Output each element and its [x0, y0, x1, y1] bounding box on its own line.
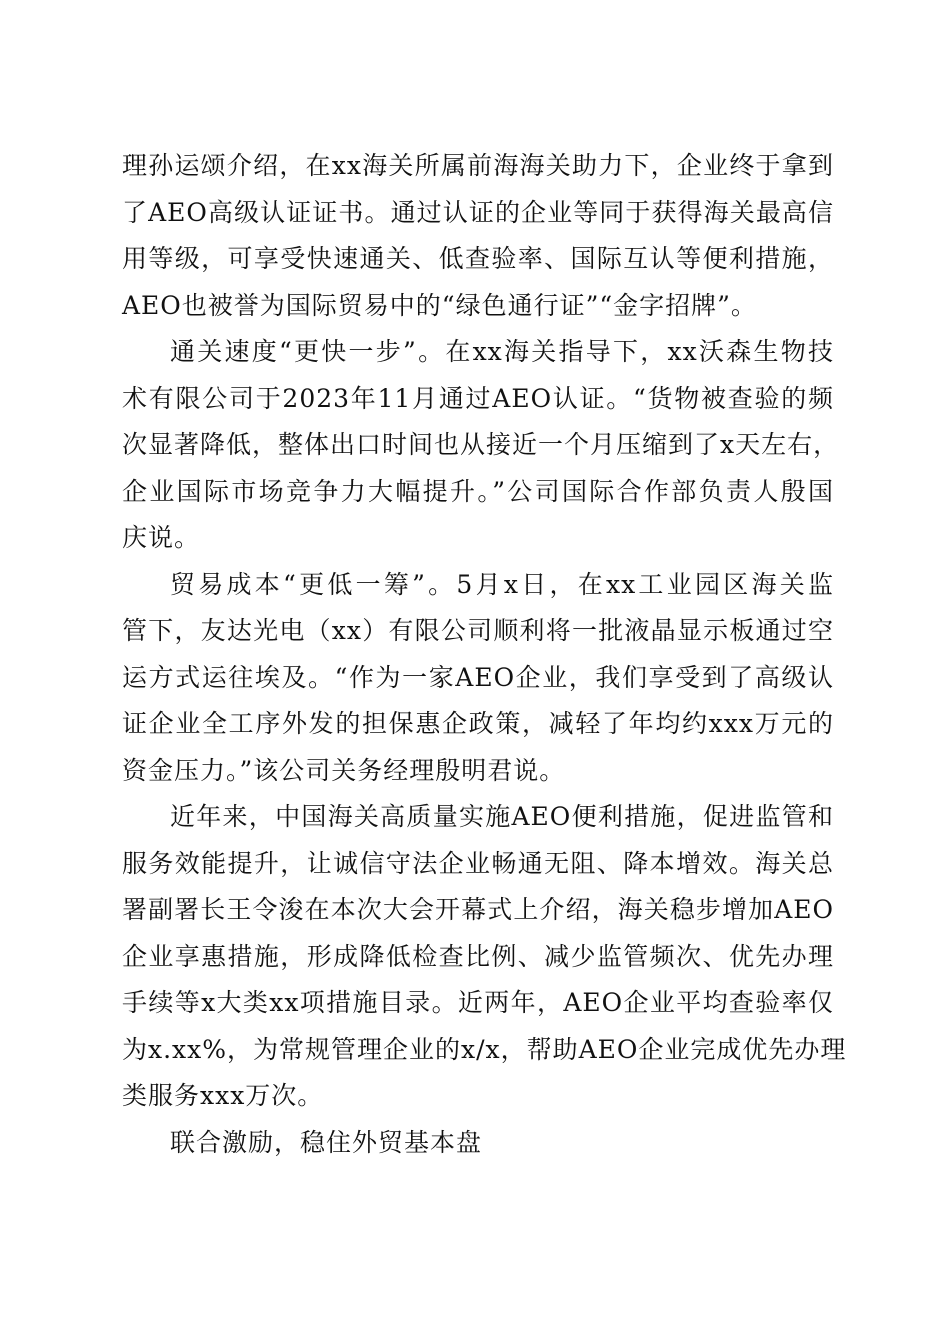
text-line: 为x.xx%，为常规管理企业的x/x，帮助AEO企业完成优先办理 — [122, 1034, 847, 1064]
text-line: 术有限公司于2023年11月通过AEO认证。“货物被查验的频 — [122, 383, 834, 413]
text-line: 了AEO高级认证证书。通过认证的企业等同于获得海关最高信 — [122, 197, 834, 227]
text-line: AEO也被誉为国际贸易中的“绿色通行证”“金字招牌”。 — [122, 290, 757, 320]
text-line: 手续等x大类xx项措施目录。近两年，AEO企业平均查验率仅 — [122, 988, 834, 1017]
text-line: 证企业全工序外发的担保惠企政策，减轻了年均约xxx万元的 — [122, 709, 834, 738]
text-line: 通关速度“更快一步”。在xx海关指导下，xx沃森生物技 — [170, 337, 834, 366]
text-line: 次显著降低，整体出口时间也从接近一个月压缩到了x天左右， — [122, 430, 840, 459]
text-line: 贸易成本“更低一筹”。5月x日，在xx工业园区海关监 — [170, 569, 834, 599]
text-line: 运方式运往埃及。“作为一家AEO企业，我们享受到了高级认 — [122, 662, 834, 692]
text-line: 企业享惠措施，形成降低检查比例、减少监管频次、优先办理 — [122, 941, 834, 971]
text-line: 企业国际市场竞争力大幅提升。”公司国际合作部负责人殷国 — [122, 476, 834, 506]
text-line: 用等级，可享受快速通关、低查验率、国际互认等便利措施， — [122, 244, 834, 273]
text-line: 服务效能提升，让诚信守法企业畅通无阻、降本增效。海关总 — [122, 848, 834, 878]
text-line: 署副署长王令浚在本次大会开幕式上介绍，海关稳步增加AEO — [122, 895, 834, 924]
text-line: 近年来，中国海关高质量实施AEO便利措施，促进监管和 — [170, 802, 834, 831]
text-line: 管下，友达光电（xx）有限公司顺利将一批液晶显示板通过空 — [122, 616, 834, 645]
text-line: 理孙运颂介绍，在xx海关所属前海海关助力下，企业终于拿到 — [122, 151, 834, 180]
section-heading: 联合激励，稳住外贸基本盘 — [170, 1127, 483, 1157]
body-text — [122, 143, 847, 1166]
text-line: 类服务xxx万次。 — [122, 1081, 324, 1110]
text-line: 资金压力。”该公司关务经理殷明君说。 — [122, 755, 566, 785]
text-line: 庆说。 — [122, 523, 201, 552]
